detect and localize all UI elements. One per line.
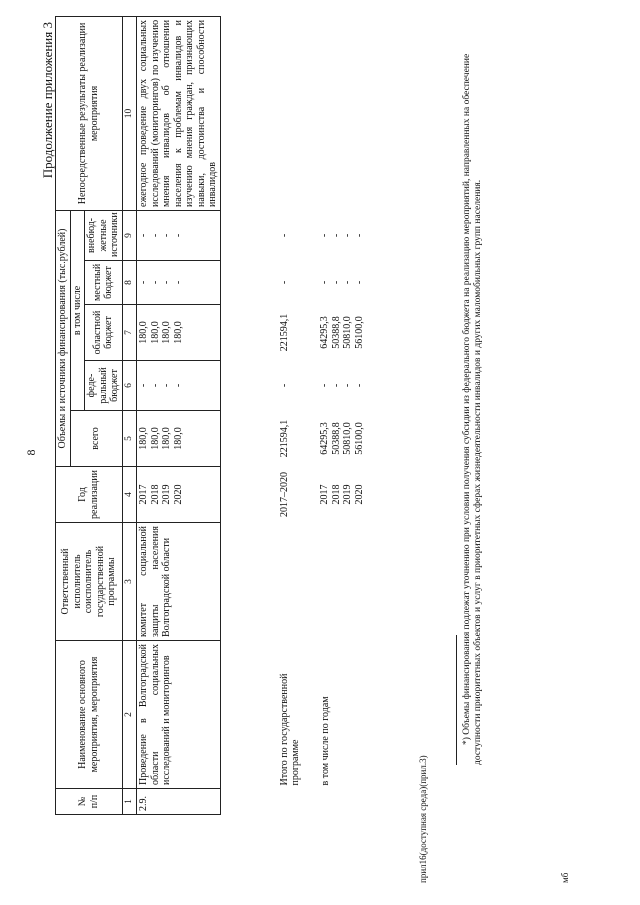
regional-cell: 50388,8 [330,316,342,349]
federal-cell: - [330,383,342,388]
total-cell: 180,0 [161,427,172,450]
total-value: 221594,1 [278,419,290,458]
header-total: всего [70,411,122,467]
row-name: Проведение в Волгоградской области социальных исследований и мониторингов [137,641,221,789]
row-total [137,411,221,467]
summary-labels [220,523,366,789]
regional-cell: 180,0 [138,321,149,344]
header-row-1 [56,16,71,814]
total-cell: 64295,3 [319,422,330,455]
total-cell: 50388,8 [330,422,342,455]
regional-cell: 180,0 [161,321,172,344]
header-regional: областной бюджет [85,305,123,361]
row-executor: комитет социальной защиты населения Волгоградской области [137,523,221,641]
header-results: Непосредственные результаты реализации мероприятия [56,16,123,210]
col-number: 3 [122,523,137,641]
offbudget-cell: - [330,233,342,238]
regional-value: 221594,1 [278,313,290,352]
local-cell: - [161,280,172,285]
offbudget-value: - [278,233,290,238]
year-cell: 2020 [172,484,184,505]
row-years [137,467,221,523]
continuation-label: Продолжение приложения 3 [40,22,55,179]
federal-cell: - [161,383,172,388]
footnote: *) Объемы финансирования подлежат уточнению при условии получения субсидии из федерального бюджета на реализацию мероприятий, направленных на обеспечение доступности приоритетных объектов и услуг в приоритетных сферах жизнедеятельности инвалидов и других маломобильных групп населения. [462,53,483,765]
header-name: Наименование основного мероприятия, мероприятия [56,641,123,789]
total-cell: 180,0 [172,427,184,450]
total-cell: 180,0 [149,427,161,450]
total-cell: 180,0 [138,427,149,450]
header-incl: в том числе [70,210,85,410]
total-cell: 56100,0 [353,422,365,455]
federal-cell: - [149,383,161,388]
offbudget-cell: - [138,233,149,238]
year-cell: 2018 [330,484,342,505]
header-local: местный бюджет [85,261,123,305]
header-federal: феде-ральный бюджет [85,361,123,411]
col-number: 9 [122,210,137,260]
summary-federal [220,361,366,411]
summary-offbudget [220,210,366,260]
regional-cell: 56100,0 [353,316,365,349]
local-cell: - [353,280,365,285]
regional-cell: 180,0 [149,321,161,344]
col-number: 10 [122,16,137,210]
footnote-separator [456,635,457,765]
year-cell: 2017 [319,484,330,505]
col-number: 4 [122,467,137,523]
local-cell: - [138,280,149,285]
table-row [137,16,221,814]
federal-cell: - [172,383,184,388]
col-number: 2 [122,641,137,789]
row-local [137,261,221,305]
total-period: 2017–2020 [278,472,290,517]
offbudget-cell: - [149,233,161,238]
column-number-row [122,16,137,814]
federal-cell: - [138,383,149,388]
offbudget-cell: - [342,233,353,238]
initials-stamp: мб [560,872,570,883]
row-result: ежегодное проведение двух социальных исследований (мониторингов) по изучению мнения инвалидов об отношении населения к проблемам инвалидов и изучению мнения граждан, признающих навыки, достоинства и способности инвалидов [137,16,221,210]
row-offbudget [137,210,221,260]
regional-cell: 180,0 [172,321,184,344]
header-offbudget: внебюд-жетные источники [85,210,123,260]
row-no: 2.9. [137,789,221,815]
summary-regional [220,305,366,361]
page-number: 8 [24,449,38,456]
summary-total [220,411,366,467]
federal-cell: - [342,383,353,388]
offbudget-cell: - [353,233,365,238]
col-number: 6 [122,361,137,411]
col-number: 5 [122,411,137,467]
col-number: 8 [122,261,137,305]
regional-cell: 50810,0 [342,316,353,349]
row-regional [137,305,221,361]
file-stamp: прил16(доступная среда)(прил.3) [418,755,428,883]
row-federal [137,361,221,411]
year-cell: 2019 [342,484,353,505]
federal-cell: - [319,383,330,388]
header-year: Год реализации [56,467,123,523]
local-cell: - [149,280,161,285]
offbudget-cell: - [161,233,172,238]
total-cell: 50810,0 [342,422,353,455]
header-executor: Ответственный исполнитель соисполнитель государственной программы [56,523,123,641]
summary-local [220,261,366,305]
year-cell: 2020 [353,484,365,505]
offbudget-cell: - [172,233,184,238]
local-cell: - [342,280,353,285]
total-label: Итого по государственной программе [278,673,301,786]
local-value: - [278,280,290,285]
offbudget-cell: - [319,233,330,238]
local-cell: - [172,280,184,285]
col-number: 1 [122,789,137,815]
summary-years [220,467,366,523]
local-cell: - [319,280,330,285]
by-year-label: в том числе по годам [319,696,331,786]
summary-block [220,16,366,814]
year-cell: 2018 [149,484,161,505]
federal-value: - [278,383,290,388]
header-funding: Объемы и источники финансирования (тыс.рублей) [56,210,71,466]
regional-cell: 64295,3 [319,316,330,349]
local-cell: - [330,280,342,285]
federal-cell: - [353,383,365,388]
year-cell: 2017 [138,484,149,505]
header-no: № п/п [56,789,123,815]
funding-table [55,16,366,815]
col-number: 7 [122,305,137,361]
year-cell: 2019 [161,484,172,505]
